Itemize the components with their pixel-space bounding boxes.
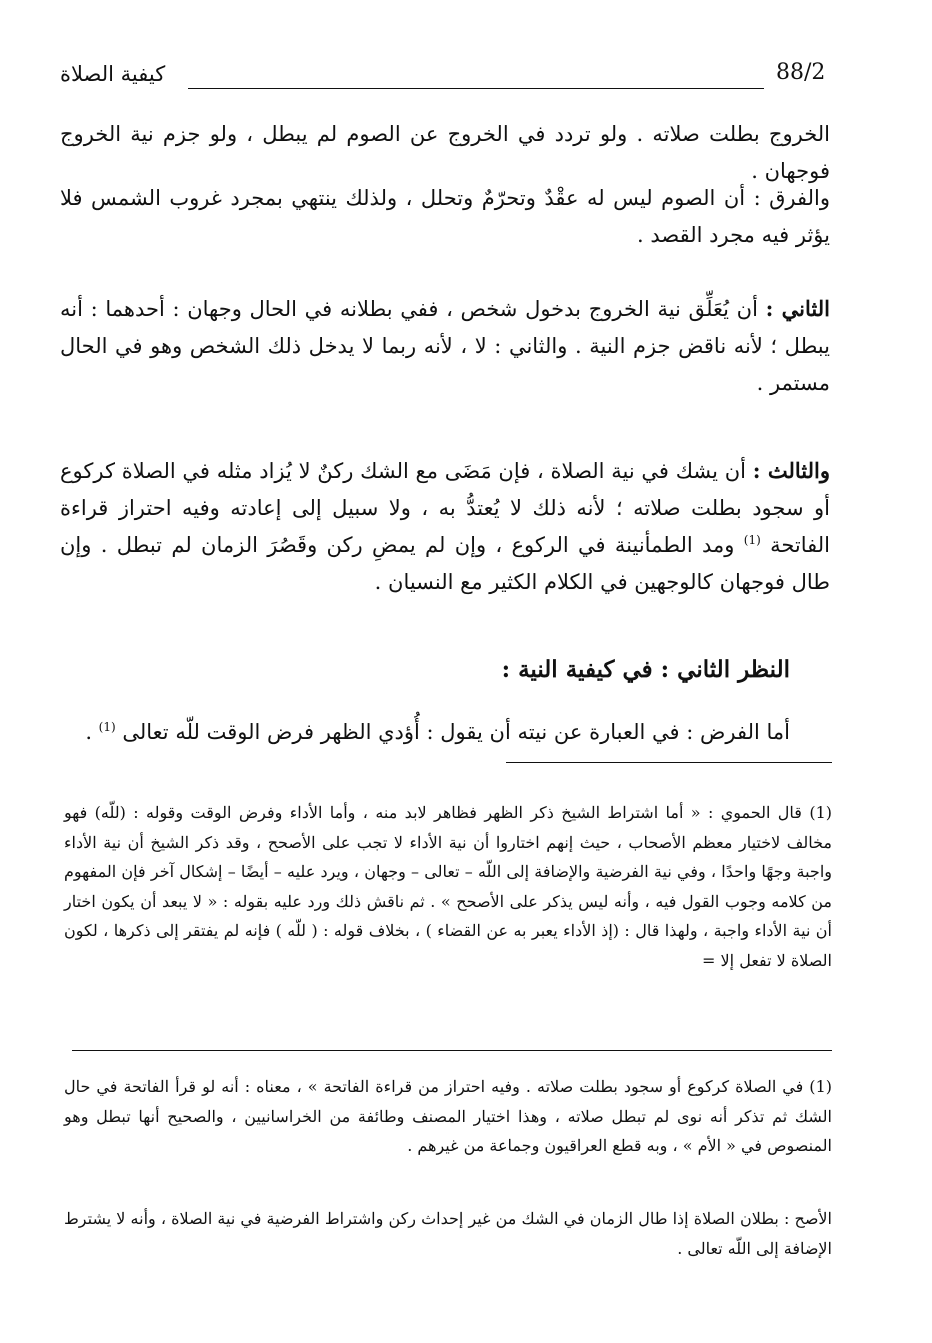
footnote-ref: (1): [743, 533, 761, 547]
editor-footnote: (1) قال الحموي : « أما اشتراط الشيخ ذكر الظهر فظاهر لابد منه ، وأما الأداء وفرض الوقت وقوله : (للّه) فهو مخالف لاختيار معظم الأصحاب ، حيث إنهم اختاروا أن نية الأداء لا تجب على الأصحح ، وقد ذكر الشيخ أن نية الأداء واجبة وجهًا واحدًا ، وفي نية الفرضية والإضافة إلى اللّه – تعالى – وجهان ، ويرد عليه – أيضًا – إشكال آخر فإن المفهوم من كلامه وجوب القول فيه ، وأنه ليس يذكر على الأصحح » . ثم ناقش ذلك ورد عليه بقوله : « لا يبعد أن يكون اختار أن نية الأداء واجبة ، ولهذا قال : (إذ الأداء يعبر به عن القضاء ) ، بخلاف قوله : ( للّه ) فإنه لم يفتقر إلى ذكرها ، لكون الصلاة لا تفعل إلا =: [64, 803, 833, 970]
paragraph-3: [60, 290, 830, 402]
paragraph-4: [60, 452, 830, 601]
paragraph-4-text-a: أن يشك في نية الصلاة ، فإن مَضَى مع الشك ركنٌ لا يُزاد مثله في الصلاة كركوع أو سجود بطلت صلاته ؛ لأنه ذلك لا يُعتدُّ به ، ولا سبيل إلى إعادته وفيه احتراز قراءة الفاتحة: [60, 459, 830, 557]
paragraph-4-text-b: ومد الطمأنينة في الركوع ، وإن لم يمضِ ركن وقَصُرَ الزمان لم تبطل . وإن طال فوجهان كالوجهين في الكلام الكثير مع النسيان .: [60, 533, 830, 594]
running-title: كيفية الصلاة: [60, 62, 166, 86]
paragraph-3-text: أن يُعَلِّق نية الخروج بدخول شخص ، ففي بطلانه في الحال وجهان : أحدهما : أنه يبطل ؛ لأنه ناقض جزم النية . والثاني : لا ، لأنه ربما لا يدخل ذلك الشخص وهو في الحال مستمر .: [60, 297, 830, 395]
footnote-separator-lower: [72, 1050, 832, 1051]
page-number: 88/2: [776, 60, 826, 85]
paragraph-3-lead: الثاني :: [765, 296, 830, 321]
paragraph-2: والفرق : أن الصوم ليس له عقْدٌ وتحرّمٌ وتحلل ، ولذلك ينتهي بمجرد غروب الشمس فلا يؤثر فيه مجرد القصد .: [60, 186, 830, 247]
paragraph-5-text-a: أما الفرض : في العبارة عن نيته أن يقول : أُؤدي الظهر فرض الوقت للّه تعالى: [115, 720, 790, 744]
page-header: [60, 60, 836, 96]
footnote-1: (1) في الصلاة كركوع أو سجود بطلت صلاته . وفيه احتراز من قراءة الفاتحة » ، معناه : أنه لو قرأ الفاتحة في حال الشك ثم تذكر أنه نوى لم تبطل صلاته ، وهذا اختيار المصنف وطائفة من الخراسانيين ، والصحيح أنها تبطل وهو المنصوص في « الأم » ، وبه قطع العراقيون وجماعة من غيرهم .: [64, 1077, 832, 1155]
paragraph-1: الخروج بطلت صلاته . ولو تردد في الخروج عن الصوم لم يبطل ، ولو جزم نية الخروج فوجهان .: [60, 122, 830, 183]
header-rule: [188, 88, 764, 89]
paragraph-5-text-b: .: [85, 720, 99, 744]
footnote-separator: [506, 762, 832, 763]
footnote-ref: (1): [98, 720, 116, 734]
paragraph-4-lead: والثالث :: [752, 458, 830, 483]
section-heading: النظر الثاني : في كيفية النية :: [501, 656, 790, 683]
paragraph-5: [60, 714, 790, 751]
footnote-2: الأصح : بطلان الصلاة إذا طال الزمان في الشك من غير إحداث ركن واشتراط الفرضية في نية الصلاة ، وأنه لا يشترط الإضافة إلى اللّه تعالى .: [64, 1209, 832, 1258]
